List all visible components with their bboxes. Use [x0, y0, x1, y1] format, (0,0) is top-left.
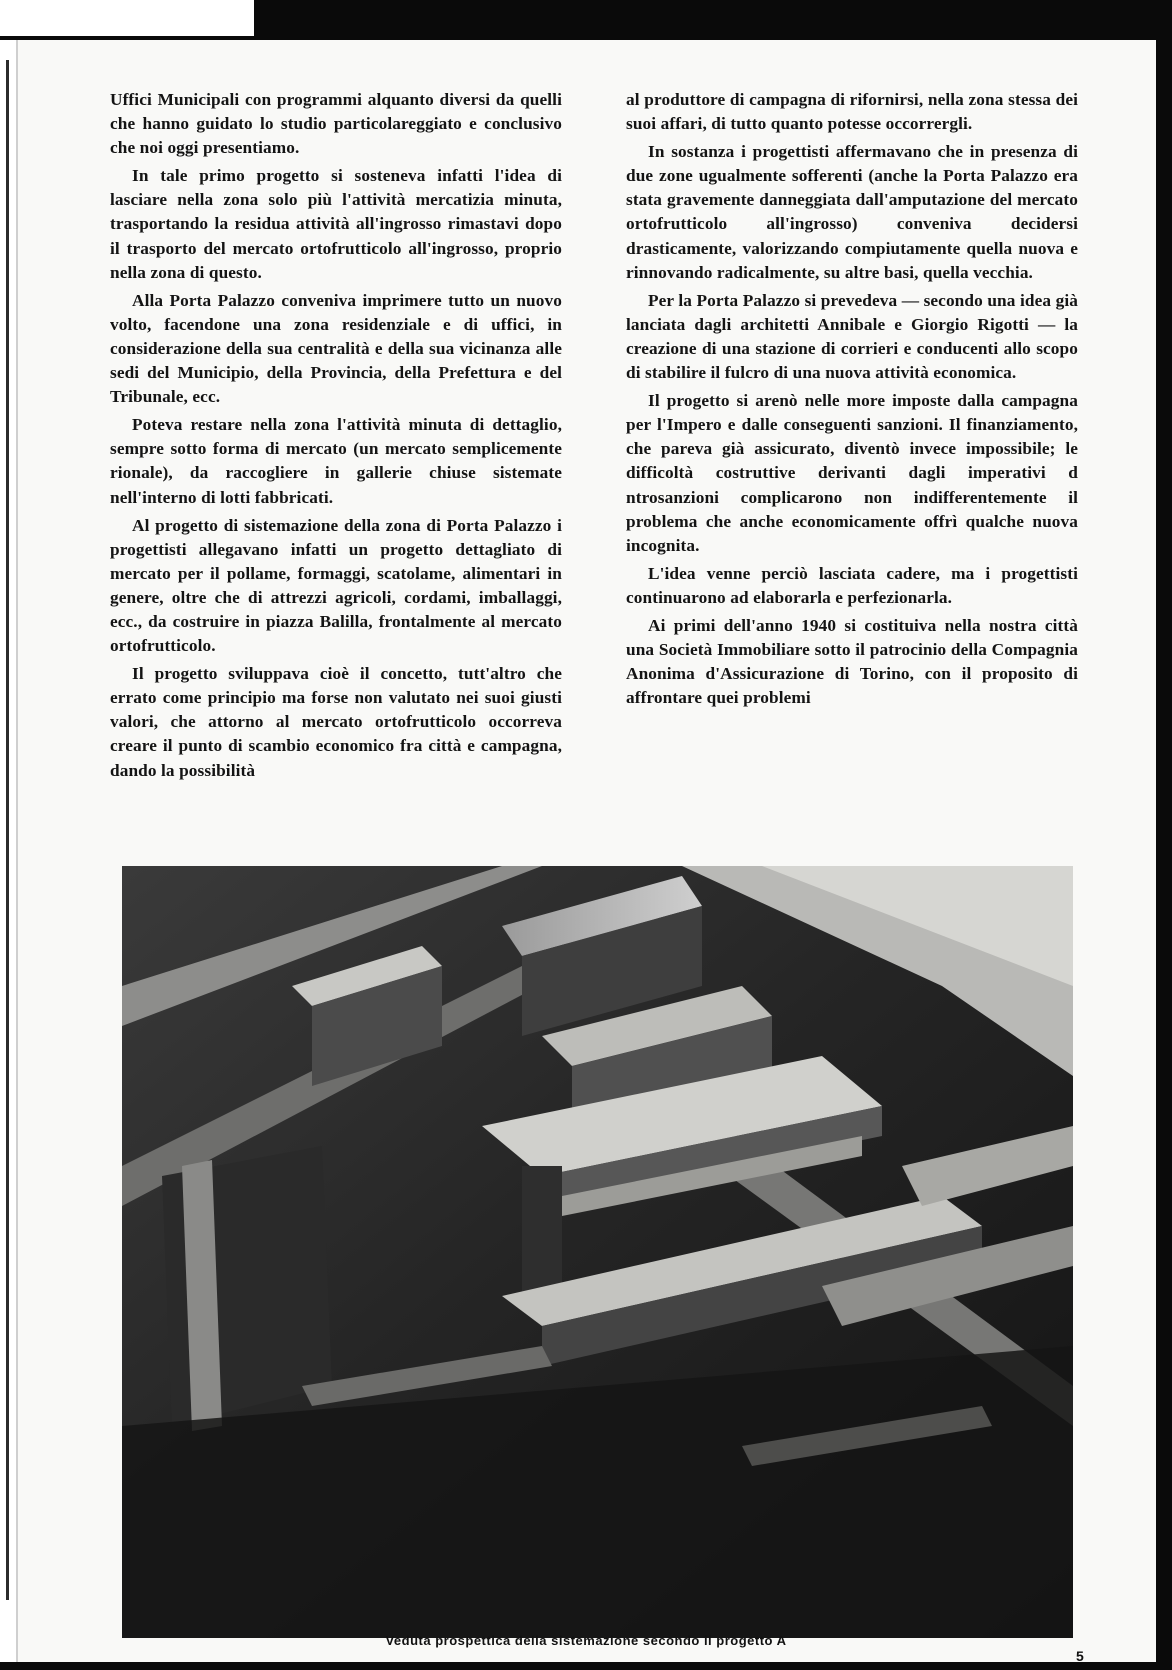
- left-page-edge-line: [6, 60, 9, 1600]
- architectural-model-photo: [122, 866, 1073, 1638]
- paragraph: Al progetto di sistemazione della zona di Porta Palazzo i progettisti allegavano infatti un progetto dettagliato di mercato per il pollame, formaggi, scatolame, alimentari in genere, oltre che di attrezzi agricoli, cordami, imballaggi, ecc., da costruire in piazza Balilla, frontalmente al mercato ortofrutticolo.: [110, 515, 562, 656]
- paragraph: In sostanza i progettisti affermavano che in presenza di due zone ugualmente sofferenti (anche la Porta Palazzo era stata gravemente danneggiata dall'amputazione del mercato ortofrutticolo all'ingrosso) conveniva decidersi drasticamente, valorizzando compiutamente quella nuova e rinnovando radicalmente, su altre basi, quella vecchia.: [626, 142, 1078, 282]
- paragraph: Uffici Municipali con programmi alquanto diversi da quelli che hanno guidato lo studio particolareggiato e conclusivo che noi oggi presentiamo.: [110, 90, 562, 158]
- paragraph: In tale primo progetto si sosteneva infatti l'idea di lasciare nella zona solo più l'attività mercatizia minuta, trasportando la residua attività all'ingrosso rimastavi dopo il trasporto del mercato ortofrutticolo all'ingrosso, proprio nella zona di questo.: [110, 166, 562, 282]
- paragraph: Il progetto sviluppava cioè il concetto, tutt'altro che errato come principio ma forse non valutato nei suoi giusti valori, che attorno al mercato ortofrutticolo occorreva creare il punto di scambio economico fra città e campagna, dando la possibilità: [110, 664, 562, 780]
- left-text-column: [110, 88, 562, 787]
- paragraph: al produttore di campagna di rifornirsi, nella zona stessa dei suoi affari, di tutto quanto potesse occorrergli.: [626, 90, 1078, 134]
- right-text-column: [626, 88, 1078, 714]
- paragraph: Poteva restare nella zona l'attività minuta di dettaglio, sempre sotto forma di mercato (un mercato semplicemente rionale), da raccogliere in gallerie chiuse sistemate nell'interno di lotti fabbricati.: [110, 415, 562, 507]
- top-scan-notch: [0, 0, 254, 36]
- paragraph: Alla Porta Palazzo conveniva imprimere tutto un nuovo volto, facendone una zona residenziale e di uffici, in considerazione della sua centralità e della sua vicinanza alle sedi del Municipio, della Provincia, della Prefettura e del Tribunale, ecc.: [110, 290, 562, 407]
- paragraph: Per la Porta Palazzo si prevedeva — secondo una idea già lanciata dagli architetti Annibale e Giorgio Rigotti — la creazione di una stazione di corrieri e conducenti allo scopo di stabilire il fulcro di una nuova attività economica.: [626, 290, 1078, 383]
- paragraph: Il progetto si arenò nelle more imposte dalla campagna per l'Impero e dalle conseguenti sanzioni. Il finanziamento, che pareva già assicurato, diventò invece impossibile; le difficoltà costruttive derivanti dagli imperativi d ntrosanzioni complicarono non indifferentemente il problema che anche economicamente offrì qualche nuova incognita.: [626, 391, 1078, 555]
- right-scan-border: [1156, 40, 1172, 1670]
- page-number: 5: [1076, 1648, 1084, 1664]
- bottom-scan-border: [0, 1662, 1172, 1670]
- model-photo-drawing: [122, 866, 1073, 1638]
- paragraph: L'idea venne perciò lasciata cadere, ma i progettisti continuarono ad elaborarla e perfezionarla.: [626, 563, 1078, 607]
- paragraph: Ai primi dell'anno 1940 si costituiva nella nostra città una Società Immobiliare sotto il patrocinio della Compagnia Anonima d'Assicurazione di Torino, con il proposito di affrontare quei problemi: [626, 615, 1078, 708]
- figure-caption: Veduta prospettica della sistemazione secondo il progetto A: [385, 1633, 787, 1648]
